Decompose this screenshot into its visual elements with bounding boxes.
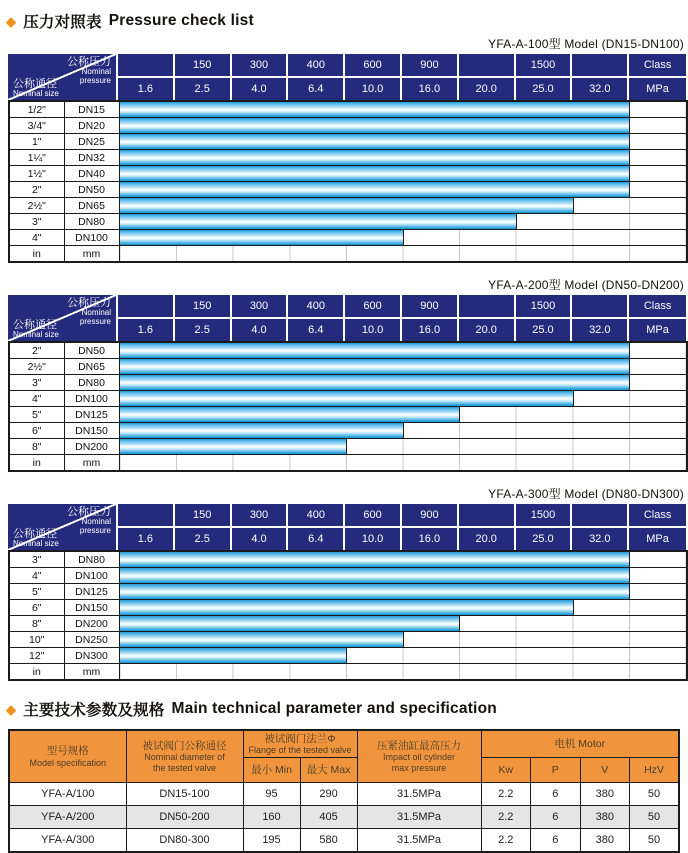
section1-title-zh: 压力对照表 [23, 14, 102, 31]
table-row [9, 407, 687, 423]
spec-cell-2: 160 [243, 806, 300, 829]
size-dn-cell: DN150 [64, 600, 119, 616]
class-header-cell [572, 295, 629, 319]
motor-sub-header [531, 758, 581, 783]
table-row [9, 632, 687, 648]
diamond-icon: ◆ [6, 701, 17, 717]
mpa-header-cell: 1.6 [118, 319, 175, 341]
size-inch-cell: 2" [9, 182, 64, 198]
nominal-pressure-label [67, 506, 111, 535]
mpa-header-cell: 4.0 [232, 528, 289, 550]
mpa-header-cell: 1.6 [118, 78, 175, 100]
nominal-size-label [13, 319, 59, 340]
mpa-header-cell: 2.5 [175, 528, 232, 550]
mpa-header-cell: 25.0 [516, 78, 573, 100]
pressure-range-bar [120, 391, 574, 406]
pressure-range-bar [120, 423, 404, 438]
motor-header-text: 电机 Motor [554, 737, 606, 750]
spec-cell-7: 380 [580, 783, 630, 806]
pressure-range-bar [120, 182, 631, 197]
nominal-size-label [13, 78, 59, 99]
spec-cell-8: 50 [630, 783, 680, 806]
table-row [9, 375, 687, 391]
table-row [9, 616, 687, 632]
size-inch-cell: 10" [9, 632, 64, 648]
table-row [9, 198, 687, 214]
size-dn-cell: DN125 [64, 584, 119, 600]
class-header-cell [118, 295, 175, 319]
size-dn-cell: mm [64, 664, 119, 681]
motor-sub-header-text: P [551, 763, 559, 776]
size-dn-cell: DN200 [64, 616, 119, 632]
motor-sub-header-text: HzV [644, 763, 664, 776]
pressure-range-bar [120, 407, 461, 422]
size-dn-cell: DN300 [64, 648, 119, 664]
spec-cell-6: 6 [531, 806, 581, 829]
spec-cell-5: 2.2 [481, 829, 531, 853]
size-inch-cell: 1½" [9, 166, 64, 182]
table-row [9, 118, 687, 134]
size-inch-cell: 1" [9, 134, 64, 150]
table-row [9, 455, 687, 472]
bar-track-cell [119, 246, 687, 263]
nominal-size-label [13, 528, 59, 549]
size-inch-cell: 1/2" [9, 101, 64, 118]
size-inch-cell: 3/4" [9, 118, 64, 134]
mpa-header-cell: 2.5 [175, 319, 232, 341]
model-spec-header [9, 730, 126, 783]
size-inch-cell: 4" [9, 230, 64, 246]
nominal-diameter-header [126, 730, 243, 783]
class-header-cell: 600 [345, 504, 402, 528]
class-header-cell [118, 504, 175, 528]
pressure-body-table [8, 100, 688, 263]
table-row [9, 150, 687, 166]
class-header-cell: 150 [175, 295, 232, 319]
spec-cell-5: 2.2 [481, 806, 531, 829]
mpa-header-cell: 16.0 [402, 78, 459, 100]
diagonal-header-cell [8, 504, 118, 550]
class-header-cell: 900 [402, 504, 459, 528]
bar-track-cell [119, 101, 687, 118]
pressure-table-3 [8, 504, 686, 681]
size-dn-cell: DN50 [64, 342, 119, 359]
bar-track-cell [119, 214, 687, 230]
pressure-header-table [8, 504, 686, 550]
class-header-cell: 900 [402, 54, 459, 78]
size-dn-cell: DN50 [64, 182, 119, 198]
bar-track-cell [119, 455, 687, 472]
bar-track-cell [119, 166, 687, 182]
spec-cell-4: 31.5MPa [357, 783, 481, 806]
bar-track-cell [119, 423, 687, 439]
spec-cell-4: 31.5MPa [357, 829, 481, 853]
spec-cell-5: 2.2 [481, 783, 531, 806]
size-dn-cell: DN200 [64, 439, 119, 455]
section2-title [6, 698, 688, 720]
model-spec-header-line-0: 型号规格 [46, 745, 89, 757]
diamond-icon: ◆ [6, 13, 17, 29]
nominal-pressure-en-1: pressure [79, 75, 111, 85]
motor-header [481, 730, 679, 758]
size-inch-cell: 8" [9, 439, 64, 455]
nominal-size-en: Nominal size [13, 538, 59, 548]
class-header-cell: 1500 [516, 54, 573, 78]
size-inch-cell: 4" [9, 568, 64, 584]
pressure-body-table [8, 550, 688, 681]
table-row [9, 134, 687, 150]
size-dn-cell: DN100 [64, 391, 119, 407]
class-header-cell: 1500 [516, 295, 573, 319]
spec-header-row-1 [9, 730, 679, 758]
pressure-range-bar [120, 166, 631, 181]
size-dn-cell: DN80 [64, 551, 119, 568]
bar-track-cell [119, 359, 687, 375]
mpa-header-cell: 4.0 [232, 319, 289, 341]
model-spec-header-line-1: Model specification [29, 757, 107, 768]
spec-cell-4: 31.5MPa [357, 806, 481, 829]
mpa-header-cell: 16.0 [402, 528, 459, 550]
nominal-pressure-en-0: Nominal [81, 67, 111, 76]
mpa-header-cell: 6.4 [288, 528, 345, 550]
nominal-size-zh: 公称通径 [13, 527, 57, 540]
bar-track-cell [119, 150, 687, 166]
pressure-range-bar [120, 552, 631, 567]
bar-track-cell [119, 551, 687, 568]
size-inch-cell: 3" [9, 214, 64, 230]
pressure-range-bar [120, 600, 574, 615]
flange-header-line-1: Flange of the tested valve [248, 745, 352, 755]
size-dn-cell: DN150 [64, 423, 119, 439]
section2-title-en: Main technical parameter and specification [171, 700, 497, 717]
table-row [9, 101, 687, 118]
mpa-header-cell: 32.0 [572, 78, 629, 100]
pressure-range-bar [120, 343, 631, 358]
min-header-text: 最小 Min [251, 763, 292, 776]
mpa-header-cell: 16.0 [402, 319, 459, 341]
nominal-pressure-en-0: Nominal [81, 308, 111, 317]
section2-title-zh: 主要技术参数及规格 [23, 702, 165, 719]
spec-cell-3: 405 [300, 806, 357, 829]
motor-sub-header [481, 758, 531, 783]
pressure-range-bar [120, 150, 631, 165]
spec-cell-7: 380 [580, 806, 630, 829]
nominal-size-en: Nominal size [13, 329, 59, 339]
size-dn-cell: DN15 [64, 101, 119, 118]
pressure-range-bar [120, 230, 404, 245]
nominal-size-en: Nominal size [13, 88, 59, 98]
spec-cell-1: DN80-300 [126, 829, 243, 853]
mpa-header-cell: 20.0 [459, 78, 516, 100]
bar-track-cell [119, 632, 687, 648]
mpa-header-cell: MPa [629, 319, 686, 341]
table-row [9, 648, 687, 664]
mpa-header-cell: 6.4 [288, 319, 345, 341]
table-row [9, 342, 687, 359]
diagonal-header-cell [8, 295, 118, 341]
pressure-range-bar [120, 198, 574, 213]
pressure-header-table [8, 295, 686, 341]
section1-title [6, 10, 688, 32]
bar-track-cell [119, 182, 687, 198]
class-header-cell [572, 54, 629, 78]
spec-cell-8: 50 [630, 829, 680, 853]
bar-track-cell [119, 439, 687, 455]
size-dn-cell: DN20 [64, 118, 119, 134]
spec-cell-1: DN15-100 [126, 783, 243, 806]
size-dn-cell: mm [64, 246, 119, 263]
size-dn-cell: DN250 [64, 632, 119, 648]
mpa-header-cell: 25.0 [516, 319, 573, 341]
max-header-text: 最大 Max [306, 763, 351, 776]
size-inch-cell: 3" [9, 551, 64, 568]
size-inch-cell: 1¼" [9, 150, 64, 166]
mpa-header-cell: 20.0 [459, 319, 516, 341]
spec-cell-0: YFA-A/300 [9, 829, 126, 853]
nominal-diameter-header-line-0: 被试阀门公称通径 [142, 739, 227, 752]
size-inch-cell: 8" [9, 616, 64, 632]
spec-cell-8: 50 [630, 806, 680, 829]
bar-track-cell [119, 198, 687, 214]
class-header-cell: Class [629, 295, 686, 319]
spec-cell-0: YFA-A/100 [9, 783, 126, 806]
pressure-range-bar [120, 584, 631, 599]
bar-track-cell [119, 616, 687, 632]
min-header [243, 758, 300, 783]
class-header-cell [572, 504, 629, 528]
pressure-header-table [8, 54, 686, 100]
bar-track-cell [119, 664, 687, 681]
spec-cell-0: YFA-A/200 [9, 806, 126, 829]
size-dn-cell: mm [64, 455, 119, 472]
nominal-pressure-en-1: pressure [79, 316, 111, 326]
model-label: YFA-A-300型 Model (DN80-DN300) [488, 487, 684, 501]
spec-data-row [9, 829, 679, 853]
mpa-header-cell: MPa [629, 78, 686, 100]
spec-data-row [9, 783, 679, 806]
nominal-pressure-zh: 公称压力 [67, 56, 111, 68]
pressure-range-bar [120, 102, 631, 117]
bar-track-cell [119, 407, 687, 423]
table-row [9, 214, 687, 230]
size-inch-cell: 6" [9, 423, 64, 439]
bar-track-cell [119, 118, 687, 134]
class-header-cell: 600 [345, 295, 402, 319]
table-row [9, 391, 687, 407]
nominal-pressure-en-1: pressure [79, 525, 111, 535]
size-dn-cell: DN65 [64, 359, 119, 375]
table-row [9, 423, 687, 439]
bar-track-cell [119, 375, 687, 391]
spec-cell-7: 380 [580, 829, 630, 853]
pressure-range-bar [120, 616, 461, 631]
pressure-tables-area [0, 35, 688, 681]
spec-cell-3: 580 [300, 829, 357, 853]
class-row [8, 504, 686, 528]
impact-pressure-header [357, 730, 481, 783]
table-row [9, 439, 687, 455]
pressure-table-1 [8, 54, 686, 263]
mpa-header-cell: 10.0 [345, 528, 402, 550]
mpa-header-cell: 32.0 [572, 528, 629, 550]
mpa-header-cell: 25.0 [516, 528, 573, 550]
size-inch-cell: in [9, 664, 64, 681]
class-header-cell [459, 504, 516, 528]
class-header-cell: 300 [232, 295, 289, 319]
motor-sub-header-text: V [601, 763, 609, 776]
table-row [9, 182, 687, 198]
spec-cell-3: 290 [300, 783, 357, 806]
nominal-diameter-header-line-1: Nominal diameter of [144, 752, 225, 763]
bar-track-cell [119, 568, 687, 584]
nominal-pressure-en-0: Nominal [81, 517, 111, 526]
class-header-cell: 300 [232, 54, 289, 78]
spec-data-row [9, 806, 679, 829]
max-header [300, 758, 357, 783]
impact-pressure-header-line-0: 压紧油缸最高压力 [377, 739, 462, 752]
table-row [9, 230, 687, 246]
nominal-pressure-label [67, 297, 111, 326]
mpa-header-cell: 6.4 [288, 78, 345, 100]
nominal-pressure-label [67, 56, 111, 85]
size-inch-cell: 5" [9, 407, 64, 423]
size-inch-cell: 12" [9, 648, 64, 664]
class-header-cell [459, 54, 516, 78]
model-label: YFA-A-100型 Model (DN15-DN100) [488, 37, 684, 51]
bar-track-cell [119, 342, 687, 359]
size-inch-cell: in [9, 455, 64, 472]
class-header-cell: 1500 [516, 504, 573, 528]
nominal-size-zh: 公称通径 [13, 318, 57, 331]
size-inch-cell: in [9, 246, 64, 263]
nominal-pressure-zh: 公称压力 [67, 297, 111, 309]
spec-cell-6: 6 [531, 783, 581, 806]
section1-title-en: Pressure check list [108, 12, 254, 29]
pressure-range-bar [120, 568, 631, 583]
nominal-pressure-zh: 公称压力 [67, 506, 111, 518]
motor-sub-header [630, 758, 680, 783]
diagonal-header-cell [8, 54, 118, 100]
mpa-header-cell: 32.0 [572, 319, 629, 341]
pressure-table-2 [8, 295, 686, 472]
spec-cell-2: 95 [243, 783, 300, 806]
size-inch-cell: 5" [9, 584, 64, 600]
size-dn-cell: DN65 [64, 198, 119, 214]
table-row [9, 584, 687, 600]
spec-table [8, 729, 680, 853]
size-dn-cell: DN100 [64, 568, 119, 584]
motor-sub-header-text: Kw [498, 763, 514, 776]
class-header-cell: 300 [232, 504, 289, 528]
mpa-header-cell: 4.0 [232, 78, 289, 100]
bar-track-cell [119, 584, 687, 600]
pressure-body-table [8, 341, 688, 472]
mpa-header-cell: 1.6 [118, 528, 175, 550]
bar-track-cell [119, 134, 687, 150]
size-dn-cell: DN125 [64, 407, 119, 423]
size-dn-cell: DN100 [64, 230, 119, 246]
size-inch-cell: 3" [9, 375, 64, 391]
flange-header [243, 730, 357, 758]
impact-pressure-header-line-1: Impact oil cylinder [383, 752, 456, 763]
class-header-cell: 600 [345, 54, 402, 78]
pressure-range-bar [120, 439, 348, 454]
table-row [9, 359, 687, 375]
model-label: YFA-A-200型 Model (DN50-DN200) [488, 278, 684, 292]
catalog-page [0, 10, 688, 853]
nominal-size-zh: 公称通径 [13, 77, 57, 90]
class-header-cell: 900 [402, 295, 459, 319]
size-inch-cell: 4" [9, 391, 64, 407]
size-dn-cell: DN80 [64, 375, 119, 391]
bar-track-cell [119, 230, 687, 246]
pressure-range-bar [120, 118, 631, 133]
table-row [9, 600, 687, 616]
nominal-diameter-header-line-2: the tested valve [152, 762, 217, 773]
spec-cell-2: 195 [243, 829, 300, 853]
bar-track-cell [119, 391, 687, 407]
pressure-range-bar [120, 632, 404, 647]
class-header-cell: 400 [288, 54, 345, 78]
size-dn-cell: DN25 [64, 134, 119, 150]
impact-pressure-header-line-2: max pressure [391, 762, 447, 773]
class-header-cell: Class [629, 54, 686, 78]
pressure-range-bar [120, 648, 348, 663]
mpa-header-cell: 2.5 [175, 78, 232, 100]
size-inch-cell: 2½" [9, 198, 64, 214]
spec-cell-6: 6 [531, 829, 581, 853]
class-header-cell: 150 [175, 504, 232, 528]
mpa-header-cell: 20.0 [459, 528, 516, 550]
table-row [9, 551, 687, 568]
size-dn-cell: DN80 [64, 214, 119, 230]
size-inch-cell: 2½" [9, 359, 64, 375]
table-row [9, 664, 687, 681]
class-header-cell: 150 [175, 54, 232, 78]
flange-header-line-0: 被试阀门法兰Φ [264, 732, 336, 745]
size-inch-cell: 6" [9, 600, 64, 616]
table-row [9, 246, 687, 263]
spec-cell-1: DN50-200 [126, 806, 243, 829]
mpa-header-cell: 10.0 [345, 78, 402, 100]
class-header-cell: 400 [288, 295, 345, 319]
class-header-cell: 400 [288, 504, 345, 528]
size-dn-cell: DN32 [64, 150, 119, 166]
spec-table-area [0, 729, 688, 853]
class-row [8, 295, 686, 319]
pressure-range-bar [120, 359, 631, 374]
mpa-header-cell: 10.0 [345, 319, 402, 341]
bar-track-cell [119, 648, 687, 664]
size-inch-cell: 2" [9, 342, 64, 359]
table-row [9, 166, 687, 182]
class-header-cell [459, 295, 516, 319]
size-dn-cell: DN40 [64, 166, 119, 182]
class-row [8, 54, 686, 78]
class-header-cell: Class [629, 504, 686, 528]
table-row [9, 568, 687, 584]
class-header-cell [118, 54, 175, 78]
pressure-range-bar [120, 375, 631, 390]
mpa-header-cell: MPa [629, 528, 686, 550]
bar-track-cell [119, 600, 687, 616]
pressure-range-bar [120, 214, 518, 229]
motor-sub-header [580, 758, 630, 783]
pressure-range-bar [120, 134, 631, 149]
